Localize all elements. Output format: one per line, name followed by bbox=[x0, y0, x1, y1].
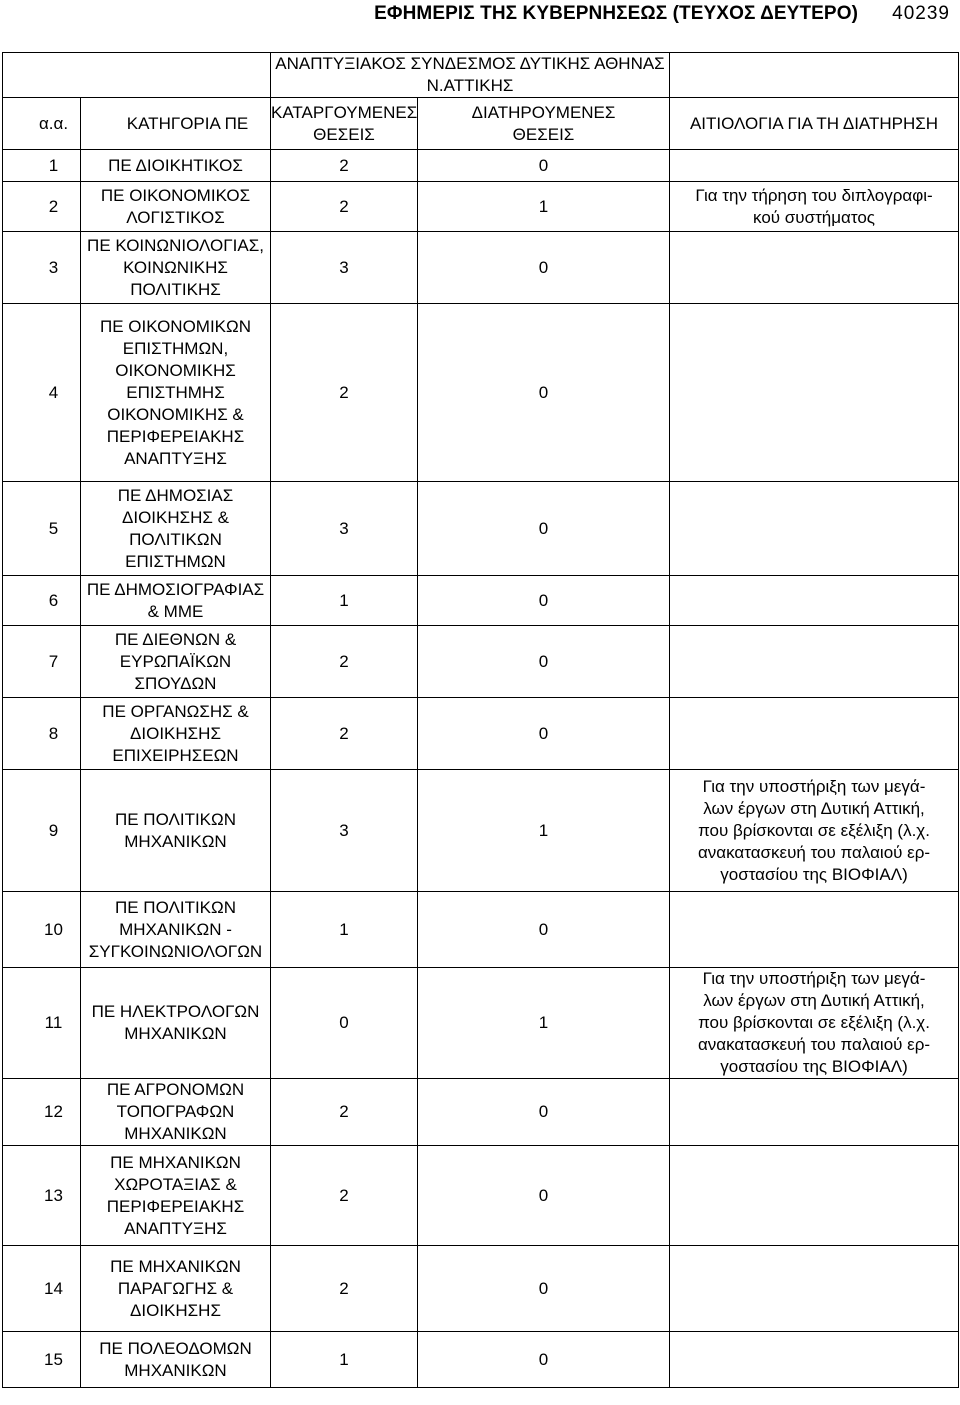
table-row bbox=[3, 1079, 959, 1146]
table-row bbox=[3, 576, 959, 626]
table-row bbox=[3, 304, 959, 482]
column-header-index: α.α. bbox=[3, 98, 81, 150]
row-category: ΠΕ ΔΗΜΟΣΙΟΓΡΑΦΙΑΣ & ΜΜΕ bbox=[81, 576, 271, 626]
row-index: 3 bbox=[3, 232, 81, 304]
column-header-abolished: ΚΑΤΑΡΓΟΥΜΕΝΕΣ ΘΕΣΕΙΣ bbox=[271, 98, 418, 150]
row-category: ΠΕ ΗΛΕΚΤΡΟΛΟΓΩΝ ΜΗΧΑΝΙΚΩΝ bbox=[81, 968, 271, 1079]
row-retained: 0 bbox=[418, 232, 670, 304]
table-caption: ΑΝΑΠΤΥΞΙΑΚΟΣ ΣΥΝΔΕΣΜΟΣ ΔΥΤΙΚΗΣ ΑΘΗΝΑΣ Ν.ΑΤΤΙΚΗΣ bbox=[271, 53, 670, 98]
table-row bbox=[3, 150, 959, 182]
row-retained: 0 bbox=[418, 892, 670, 968]
row-index: 2 bbox=[3, 182, 81, 232]
caption-row bbox=[3, 53, 959, 98]
row-justification bbox=[670, 698, 959, 770]
row-retained: 1 bbox=[418, 770, 670, 892]
row-abolished: 1 bbox=[271, 576, 418, 626]
row-retained: 0 bbox=[418, 304, 670, 482]
row-justification bbox=[670, 576, 959, 626]
table-row bbox=[3, 770, 959, 892]
row-category: ΠΕ ΑΓΡΟΝΟΜΩΝ ΤΟΠΟΓΡΑΦΩΝ ΜΗΧΑΝΙΚΩΝ bbox=[81, 1079, 271, 1146]
row-justification bbox=[670, 150, 959, 182]
table-body bbox=[3, 53, 959, 1388]
table-row bbox=[3, 1332, 959, 1388]
header-row bbox=[3, 98, 959, 150]
row-retained: 0 bbox=[418, 482, 670, 576]
row-justification bbox=[670, 304, 959, 482]
row-justification bbox=[670, 1246, 959, 1332]
row-abolished: 2 bbox=[271, 1079, 418, 1146]
row-retained: 0 bbox=[418, 626, 670, 698]
table-row bbox=[3, 232, 959, 304]
caption-spacer bbox=[3, 53, 271, 98]
row-retained: 0 bbox=[418, 1246, 670, 1332]
row-category: ΠΕ ΜΗΧΑΝΙΚΩΝ ΠΑΡΑΓΩΓΗΣ & ΔΙΟΙΚΗΣΗΣ bbox=[81, 1246, 271, 1332]
row-abolished: 0 bbox=[271, 968, 418, 1079]
row-abolished: 2 bbox=[271, 304, 418, 482]
page-header bbox=[0, 0, 960, 28]
row-abolished: 3 bbox=[271, 232, 418, 304]
row-retained: 0 bbox=[418, 1146, 670, 1246]
row-justification bbox=[670, 1146, 959, 1246]
row-index: 8 bbox=[3, 698, 81, 770]
row-category: ΠΕ ΚΟΙΝΩΝΙΟΛΟΓΙΑΣ, ΚΟΙΝΩΝΙΚΗΣ ΠΟΛΙΤΙΚΗΣ bbox=[81, 232, 271, 304]
column-header-retained: ΔΙΑΤΗΡΟΥΜΕΝΕΣ ΘΕΣΕΙΣ bbox=[418, 98, 670, 150]
journal-title: ΕΦΗΜΕΡΙΣ ΤΗΣ ΚΥΒΕΡΝΗΣΕΩΣ (ΤΕΥΧΟΣ ΔΕΥΤΕΡΟ) bbox=[374, 3, 858, 24]
table-row bbox=[3, 1246, 959, 1332]
row-index: 10 bbox=[3, 892, 81, 968]
row-abolished: 2 bbox=[271, 1246, 418, 1332]
row-abolished: 1 bbox=[271, 892, 418, 968]
row-justification bbox=[670, 1332, 959, 1388]
row-justification: Για την υποστήριξη των μεγά- λων έργων στη Δυτική Αττική, που βρίσκονται σε εξέλιξη (λ.χ. ανακατασκευή του παλαιού ερ- γοστασίου της ΒΙΟΦΙΑΛ) bbox=[670, 770, 959, 892]
row-category: ΠΕ ΜΗΧΑΝΙΚΩΝ ΧΩΡΟΤΑΞΙΑΣ & ΠΕΡΙΦΕΡΕΙΑΚΗΣ ΑΝΑΠΤΥΞΗΣ bbox=[81, 1146, 271, 1246]
table-row bbox=[3, 182, 959, 232]
row-category: ΠΕ ΠΟΛΙΤΙΚΩΝ ΜΗΧΑΝΙΚΩΝ - ΣΥΓΚΟΙΝΩΝΙΟΛΟΓΩΝ bbox=[81, 892, 271, 968]
row-abolished: 2 bbox=[271, 626, 418, 698]
row-category: ΠΕ ΔΙΕΘΝΩΝ & ΕΥΡΩΠΑΪΚΩΝ ΣΠΟΥΔΩΝ bbox=[81, 626, 271, 698]
row-index: 9 bbox=[3, 770, 81, 892]
row-retained: 0 bbox=[418, 698, 670, 770]
row-justification bbox=[670, 1079, 959, 1146]
row-index: 15 bbox=[3, 1332, 81, 1388]
page-number: 40239 bbox=[892, 3, 950, 24]
row-abolished: 2 bbox=[271, 150, 418, 182]
row-index: 1 bbox=[3, 150, 81, 182]
positions-table bbox=[2, 52, 959, 1388]
row-index: 6 bbox=[3, 576, 81, 626]
row-index: 7 bbox=[3, 626, 81, 698]
row-justification bbox=[670, 482, 959, 576]
row-abolished: 2 bbox=[271, 698, 418, 770]
row-retained: 0 bbox=[418, 1332, 670, 1388]
table-row bbox=[3, 892, 959, 968]
row-retained: 1 bbox=[418, 968, 670, 1079]
row-index: 4 bbox=[3, 304, 81, 482]
table-row bbox=[3, 698, 959, 770]
row-retained: 0 bbox=[418, 576, 670, 626]
row-abolished: 1 bbox=[271, 1332, 418, 1388]
row-category: ΠΕ ΠΟΛΕΟΔΟΜΩΝ ΜΗΧΑΝΙΚΩΝ bbox=[81, 1332, 271, 1388]
row-category: ΠΕ ΔΗΜΟΣΙΑΣ ΔΙΟΙΚΗΣΗΣ & ΠΟΛΙΤΙΚΩΝ ΕΠΙΣΤΗΜΩΝ bbox=[81, 482, 271, 576]
row-abolished: 2 bbox=[271, 182, 418, 232]
row-retained: 0 bbox=[418, 150, 670, 182]
table-row bbox=[3, 626, 959, 698]
row-justification bbox=[670, 626, 959, 698]
row-retained: 0 bbox=[418, 1079, 670, 1146]
row-index: 5 bbox=[3, 482, 81, 576]
row-category: ΠΕ ΟΙΚΟΝΟΜΙΚΩΝ ΕΠΙΣΤΗΜΩΝ, ΟΙΚΟΝΟΜΙΚΗΣ ΕΠΙΣΤΗΜΗΣ ΟΙΚΟΝΟΜΙΚΗΣ & ΠΕΡΙΦΕΡΕΙΑΚΗΣ ΑΝΑΠΤΥΞΗΣ bbox=[81, 304, 271, 482]
row-category: ΠΕ ΠΟΛΙΤΙΚΩΝ ΜΗΧΑΝΙΚΩΝ bbox=[81, 770, 271, 892]
row-retained: 1 bbox=[418, 182, 670, 232]
row-abolished: 3 bbox=[271, 770, 418, 892]
row-category: ΠΕ ΟΡΓΑΝΩΣΗΣ & ΔΙΟΙΚΗΣΗΣ ΕΠΙΧΕΙΡΗΣΕΩΝ bbox=[81, 698, 271, 770]
row-abolished: 3 bbox=[271, 482, 418, 576]
table-row bbox=[3, 968, 959, 1079]
column-header-justification: ΑΙΤΙΟΛΟΓΙΑ ΓΙΑ ΤΗ ΔΙΑΤΗΡΗΣΗ bbox=[670, 98, 959, 150]
column-header-category: ΚΑΤΗΓΟΡΙΑ ΠΕ bbox=[81, 98, 271, 150]
row-justification: Για την τήρηση του διπλογραφι- κού συστήματος bbox=[670, 182, 959, 232]
row-index: 14 bbox=[3, 1246, 81, 1332]
row-category: ΠΕ ΟΙΚΟΝΟΜΙΚΟΣ ΛΟΓΙΣΤΙΚΟΣ bbox=[81, 182, 271, 232]
row-category: ΠΕ ΔΙΟΙΚΗΤΙΚΟΣ bbox=[81, 150, 271, 182]
row-justification bbox=[670, 232, 959, 304]
table-row bbox=[3, 482, 959, 576]
row-index: 13 bbox=[3, 1146, 81, 1246]
row-index: 11 bbox=[3, 968, 81, 1079]
caption-spacer-right bbox=[670, 53, 959, 98]
row-abolished: 2 bbox=[271, 1146, 418, 1246]
row-justification bbox=[670, 892, 959, 968]
row-justification: Για την υποστήριξη των μεγά- λων έργων στη Δυτική Αττική, που βρίσκονται σε εξέλιξη (λ.χ. ανακατασκευή του παλαιού ερ- γοστασίου της ΒΙΟΦΙΑΛ) bbox=[670, 968, 959, 1079]
table-row bbox=[3, 1146, 959, 1246]
row-index: 12 bbox=[3, 1079, 81, 1146]
